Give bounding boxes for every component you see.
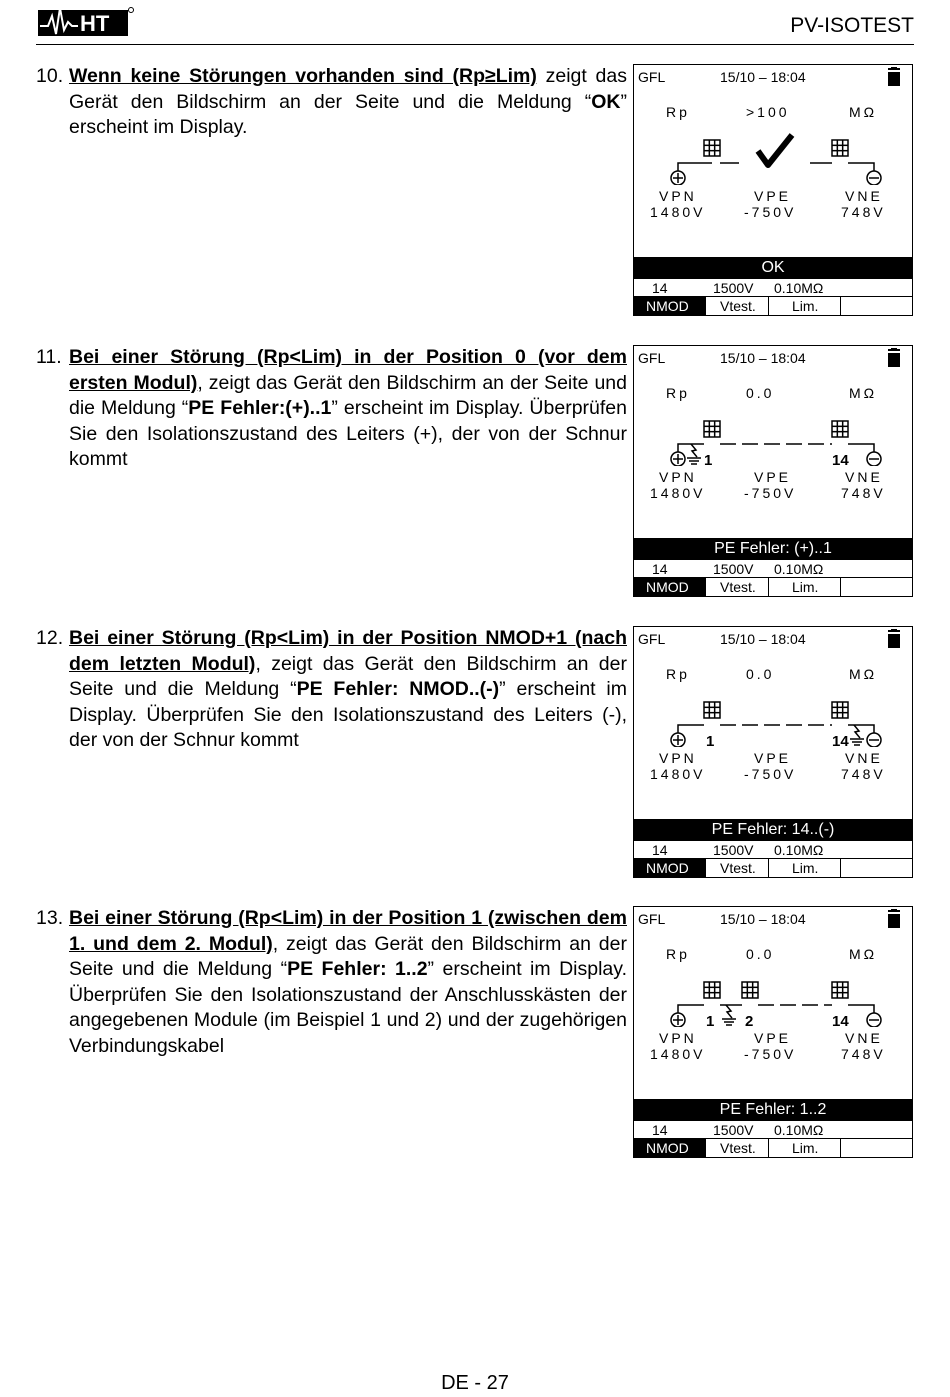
step-paragraph (69, 64, 627, 141)
step-text-run: ” erscheint im Display. (69, 90, 627, 138)
settings-values-row (634, 559, 912, 578)
vpn-label: VPN (659, 469, 697, 485)
checkmark-icon (758, 135, 792, 165)
vpn-label: VPN (659, 188, 697, 204)
pv-module-icon (832, 421, 848, 437)
lim-label[interactable]: Lim. (792, 298, 819, 314)
vne-label: VNE (845, 750, 883, 766)
step-message: PE Fehler:(+)..1 (188, 397, 332, 419)
rp-unit: MΩ (849, 385, 878, 401)
step-number: 10. (36, 65, 64, 87)
mode-label: GFL (638, 350, 666, 366)
vpn-value: 1480V (650, 1046, 706, 1062)
step-section (36, 345, 914, 605)
instrument-display (633, 626, 913, 878)
lim-label[interactable]: Lim. (792, 1140, 819, 1156)
step-message: OK (591, 90, 621, 113)
vne-label: VNE (845, 1030, 883, 1046)
pv-module-icon (704, 140, 720, 156)
result-message-bar: PE Fehler: 14..(-) (634, 819, 912, 840)
ground-fault-icon (850, 725, 864, 745)
pv-module-icon (832, 982, 848, 998)
vtest-label[interactable]: Vtest. (720, 579, 756, 595)
battery-icon (888, 351, 900, 367)
step-text-run: ” erscheint im Display. Überprüfen Sie den Isolationszustand der Anschlusskästen der angegebenen Module (im Beispiel 1 und 2) und der zugehörigen Verbindungskabel (69, 958, 627, 1057)
module-number-label: 14 (832, 1013, 849, 1027)
nmod-softkey[interactable] (634, 1139, 706, 1158)
step-text-run: , zeigt das Gerät den Bildschirm an der Seite und die Meldung “ (69, 652, 627, 700)
mode-label: GFL (638, 69, 666, 85)
vtest-value: 1500V (713, 561, 754, 577)
nmod-value: 14 (652, 1122, 668, 1138)
settings-labels-row (634, 1139, 912, 1158)
step-number: 12. (36, 627, 64, 649)
module-number-label: 14 (832, 733, 849, 747)
step-number: 11. (36, 346, 62, 368)
settings-labels-row (634, 297, 912, 316)
vne-label: VNE (845, 469, 883, 485)
page-number: DE - 27 (441, 1372, 509, 1394)
plus-terminal-icon (671, 171, 685, 185)
vpn-value: 1480V (650, 766, 706, 782)
rp-label: Rp (666, 385, 690, 401)
string-diagram (634, 965, 912, 1027)
pv-module-icon (704, 421, 720, 437)
pv-module-icon (742, 982, 758, 998)
nmod-value: 14 (652, 561, 668, 577)
vpe-value: -750V (744, 1046, 797, 1062)
step-condition: Wenn keine Störungen vorhanden sind (Rp≥Lim) (69, 65, 537, 87)
vpe-label: VPE (754, 188, 792, 204)
datetime: 15/10 – 18:04 (720, 631, 806, 647)
battery-icon (888, 632, 900, 648)
result-message-bar: OK (634, 257, 912, 278)
rp-label: Rp (666, 666, 690, 682)
rp-unit: MΩ (849, 946, 878, 962)
module-number-label: 1 (706, 1013, 715, 1027)
pv-module-icon (832, 702, 848, 718)
pv-module-icon (832, 140, 848, 156)
rp-unit: MΩ (849, 666, 878, 682)
settings-values-row (634, 1120, 912, 1139)
vpe-label: VPE (754, 1030, 792, 1046)
settings-labels-row (634, 578, 912, 597)
ground-fault-icon (687, 444, 701, 464)
lim-label[interactable]: Lim. (792, 860, 819, 876)
step-condition: Bei einer Störung (Rp<Lim) in der Position NMOD+1 (nach dem letzten Modul) (69, 627, 627, 675)
step-message: PE Fehler: 1..2 (287, 958, 428, 980)
step-text-run: zeigt das Gerät den Bildschirm an der Seite und die Meldung “ (69, 65, 627, 113)
module-number-label: 2 (745, 1013, 754, 1027)
rp-value: 0.0 (746, 666, 775, 682)
step-section (36, 906, 914, 1166)
vpn-label: VPN (659, 750, 697, 766)
step-text (36, 64, 627, 141)
step-text-run: , zeigt das Gerät den Bildschirm an der Seite und die Meldung “ (69, 371, 627, 419)
settings-labels-row (634, 859, 912, 878)
string-diagram (634, 123, 912, 185)
lim-value: 0.10MΩ (774, 280, 824, 296)
step-section (36, 626, 914, 886)
vpe-label: VPE (754, 469, 792, 485)
vtest-label[interactable]: Vtest. (720, 298, 756, 314)
step-text (36, 345, 627, 473)
datetime: 15/10 – 18:04 (720, 911, 806, 927)
module-number-label: 14 (832, 452, 849, 466)
module-number-label: 1 (704, 452, 713, 466)
lim-label[interactable]: Lim. (792, 579, 819, 595)
nmod-value: 14 (652, 842, 668, 858)
mode-label: GFL (638, 631, 666, 647)
page-header (36, 0, 914, 45)
vtest-value: 1500V (713, 280, 754, 296)
minus-terminal-icon (867, 452, 881, 466)
step-text (36, 626, 627, 754)
step-text-run: , zeigt das Gerät den Bildschirm an der Seite und die Meldung “ (69, 932, 627, 980)
string-diagram (634, 404, 912, 466)
rp-value: 0.0 (746, 385, 775, 401)
vpe-label: VPE (754, 750, 792, 766)
settings-values-row (634, 840, 912, 859)
rp-unit: MΩ (849, 104, 878, 120)
document-title: PV-ISOTEST (790, 14, 914, 37)
step-number: 13. (36, 907, 64, 929)
vne-value: 748V (841, 766, 886, 782)
step-paragraph (69, 345, 627, 473)
vne-value: 748V (841, 204, 886, 220)
minus-terminal-icon (867, 733, 881, 747)
logo-text: HT (80, 11, 110, 36)
nmod-softkey[interactable] (634, 297, 706, 316)
vpe-value: -750V (744, 485, 797, 501)
vne-label: VNE (845, 188, 883, 204)
vne-value: 748V (841, 1046, 886, 1062)
instrument-display (633, 906, 913, 1158)
result-message-bar: PE Fehler: 1..2 (634, 1099, 912, 1120)
rp-value: >100 (746, 104, 790, 120)
vtest-label[interactable]: Vtest. (720, 860, 756, 876)
nmod-softkey[interactable] (634, 578, 706, 597)
battery-icon (888, 912, 900, 928)
pv-module-icon (704, 982, 720, 998)
rp-value: 0.0 (746, 946, 775, 962)
lim-value: 0.10MΩ (774, 842, 824, 858)
nmod-label: NMOD (646, 579, 689, 595)
vpe-value: -750V (744, 766, 797, 782)
string-diagram (634, 685, 912, 747)
vne-value: 748V (841, 485, 886, 501)
step-paragraph (69, 906, 627, 1059)
module-number-label: 1 (706, 733, 715, 747)
pv-module-icon (704, 702, 720, 718)
minus-terminal-icon (867, 1013, 881, 1027)
plus-terminal-icon (671, 452, 685, 466)
step-condition: Bei einer Störung (Rp<Lim) in der Position 1 (zwischen dem 1. und dem 2. Modul) (69, 907, 627, 955)
instrument-display (633, 64, 913, 316)
step-condition: Bei einer Störung (Rp<Lim) in der Position 0 (vor dem ersten Modul) (69, 346, 627, 394)
mode-label: GFL (638, 911, 666, 927)
datetime: 15/10 – 18:04 (720, 69, 806, 85)
nmod-value: 14 (652, 280, 668, 296)
nmod-label: NMOD (646, 1140, 689, 1156)
step-section (36, 64, 914, 324)
step-paragraph (69, 626, 627, 754)
battery-icon (888, 70, 900, 86)
nmod-label: NMOD (646, 860, 689, 876)
step-message: PE Fehler: NMOD..(-) (296, 678, 500, 700)
rp-label: Rp (666, 104, 690, 120)
minus-terminal-icon (867, 171, 881, 185)
datetime: 15/10 – 18:04 (720, 350, 806, 366)
vtest-value: 1500V (713, 842, 754, 858)
ground-fault-icon (722, 1005, 736, 1025)
vpn-value: 1480V (650, 485, 706, 501)
settings-values-row (634, 278, 912, 297)
plus-terminal-icon (671, 1013, 685, 1027)
step-text (36, 906, 627, 1059)
lim-value: 0.10MΩ (774, 561, 824, 577)
nmod-label: NMOD (646, 298, 689, 314)
instrument-display (633, 345, 913, 597)
vtest-value: 1500V (713, 1122, 754, 1138)
result-message-bar: PE Fehler: (+)..1 (634, 538, 912, 559)
vpn-value: 1480V (650, 204, 706, 220)
plus-terminal-icon (671, 733, 685, 747)
ht-logo (38, 4, 134, 38)
vtest-label[interactable]: Vtest. (720, 1140, 756, 1156)
lim-value: 0.10MΩ (774, 1122, 824, 1138)
rp-label: Rp (666, 946, 690, 962)
step-text-run: ” erscheint im Display. Überprüfen Sie den Isolationszustand des Leiters (+), der von der Schnur kommt (69, 397, 627, 470)
vpe-value: -750V (744, 204, 797, 220)
vpn-label: VPN (659, 1030, 697, 1046)
step-text-run: ” erscheint im Display. Überprüfen Sie den Isolationszustand des Leiters (-), der von der Schnur kommt (69, 678, 627, 751)
nmod-softkey[interactable] (634, 859, 706, 878)
